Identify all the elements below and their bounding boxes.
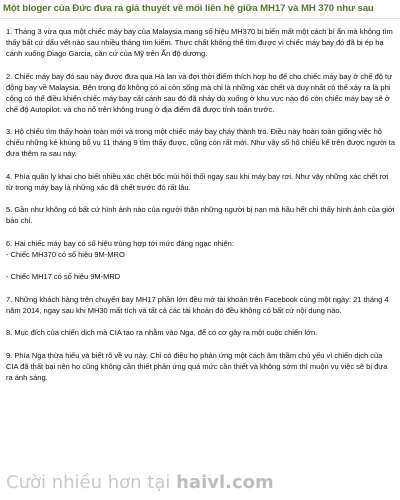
paragraph-5: 5. Gần như không có bất cứ hình ảnh nào của người thân những người bị nạn mà hầu hết chỉ thấy hình ảnh của giới báo chí.: [6, 205, 395, 225]
title-divider: [0, 18, 400, 19]
paragraph-1: 1. Tháng 3 vừa qua một chiếc máy bay của Malaysia mang số hiệu MH370 bị biến mất một cách bí ẩn mà không tìm thấy bất cứ dấu vết nào sau nhiều tháng tìm kiếm. Thực chất không thể tìm được vì chiếc máy bay đó đã bị ép hạ cánh xuống Diago Garcia, căn cứ của Mỹ trên Ấn độ dương.: [6, 27, 393, 58]
watermark-prefix: Cười nhiều hơn tại: [6, 472, 177, 493]
paragraph-4: 4. Phía quân ly khai cho biết nhiều xác chết bốc mùi hôi thối ngay sau khi máy bay rơi. Như vậy những xác chết rơi từ trong máy bay là những xác đã chết trước đó rất lâu.: [6, 171, 389, 192]
paragraph-6: 6. Hai chiếc máy bay có số hiệu trùng hợp tới mức đáng ngạc nhiên:: [6, 238, 234, 248]
paragraph-2: 2. Chiếc máy bay đó sau này được đưa qua Hà lan và đợi thời điểm thích hợp họ để cho chiếc máy bay ở chế độ tự động bay về Malaysia. Bên trong đó không có ai còn sống mà chỉ là những xác chết và duy nhất có thể xảy ra là phi công có thể điều khiển chiếc máy bay cất cánh sau đó đã nhảy dù xuống ở khu vực nào đó còn chiếc máy bay sẽ ở chế độ Autopilot. và cho nổ trên không trung ở địa điểm đã được tính toán trước.: [6, 71, 393, 114]
article-body: [6, 26, 396, 383]
paragraph-9: 9. Phía Nga thừa hiểu và biết rõ về vụ này. Chỉ có điều họ phản ứng một cách âm thầm chủ yếu vì chiến dịch của CIA đã thất bại nên họ cũng không cần thiết phản ứng quá mức cần thiết và không sớm thì muộn vụ việc sẽ bị đưa ra ánh sáng.: [6, 350, 388, 382]
article-title: Một bloger của Đức đưa ra giả thuyết về mối liên hệ giữa MH17 và MH 370 như sau: [3, 3, 374, 14]
watermark-brand: haivl.com: [176, 472, 274, 493]
spacer: [6, 282, 396, 294]
list-item-mh370: - Chiếc MH370 có số hiệu 9M-MRO: [6, 249, 125, 259]
spacer: [6, 260, 396, 272]
list-item-mh17: - Chiếc MH17 có số hiệu 9M-MRD: [6, 272, 121, 281]
site-watermark: [6, 472, 274, 494]
paragraph-3: 3. Hộ chiếu tìm thấy hoàn toàn mới và trong một chiếc máy bay cháy thành tro. Điều này hoàn toàn giống việc hộ chiếu những kẻ khủng bố vụ 11 tháng 9 tìm thấy được, cũng còn rất mới. Như vậy số hộ chiếu kể trên được người ta đưa thêm ra sau này.: [6, 127, 396, 158]
paragraph-8: 8. Mục đích của chiến dịch mà CIA tạo ra nhằm vào Nga, để có cơ gây ra một cuộc chiến lớn.: [6, 328, 318, 337]
paragraph-7: 7. Những khách hàng trên chuyến bay MH17 phần lớn đều mở tài khoản trên Facebook cùng một ngày: 21 tháng 4 năm 2014, ngay sau khi MH30 mất tích và tất cả các tài khoản đó đều không có bất cứ nội dung nào.: [6, 294, 389, 315]
